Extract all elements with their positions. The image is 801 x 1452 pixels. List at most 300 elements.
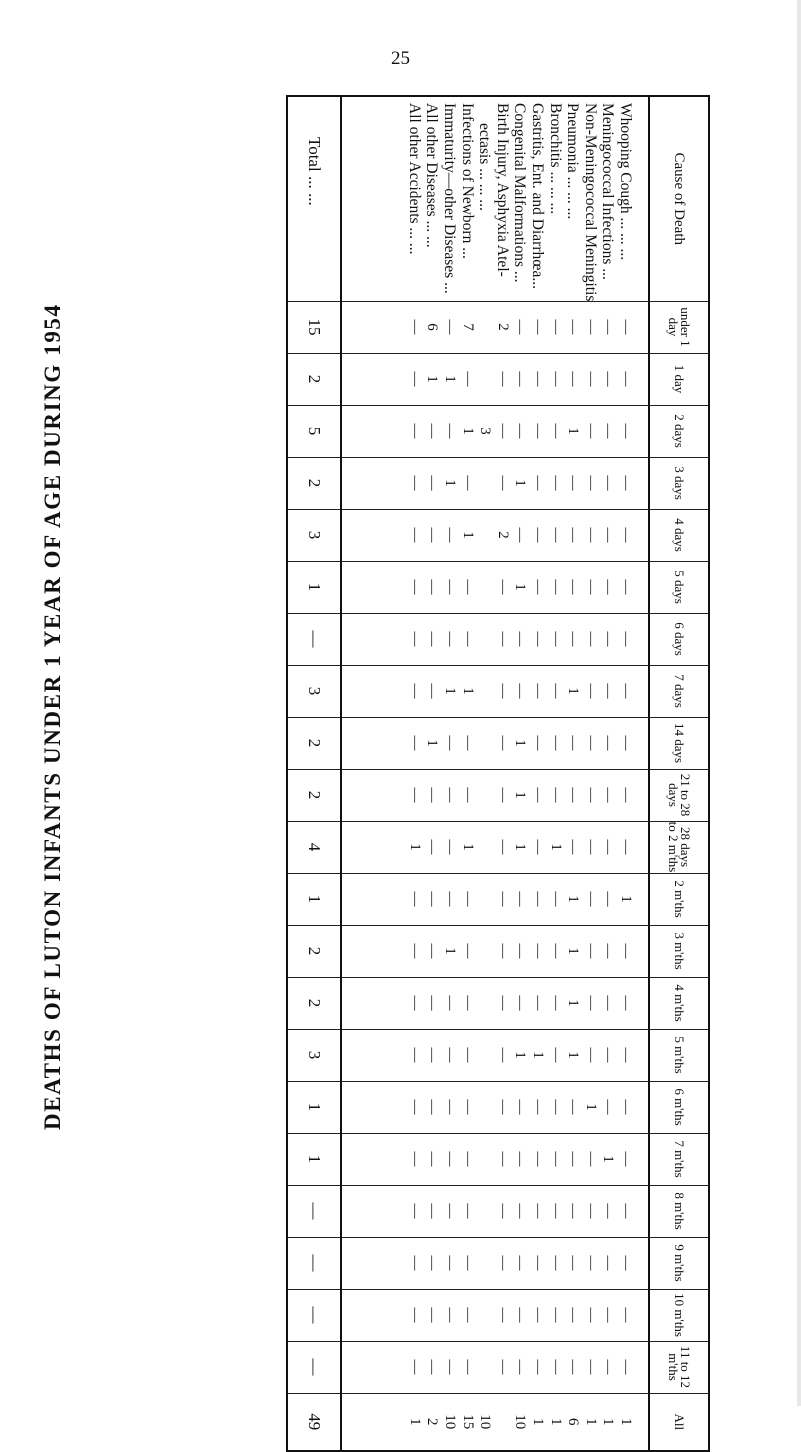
table-cell: — [494,1151,511,1167]
table-cell: — [530,371,547,387]
table-cell: — [459,787,476,803]
column-header-m8: 8 m'ths [649,1185,709,1237]
table-cell: — [582,319,599,335]
table-cell: 1 [565,895,582,903]
total-cell: 4 [287,821,341,873]
column-header-u1d: under 1 day [649,301,709,353]
table-cell: — [565,1307,582,1323]
column-header-d14: 14 days [649,717,709,769]
table-body-row [341,96,649,1451]
table-cell: 1 [618,1418,634,1426]
column-values-m4 [341,977,649,1029]
table-cell: — [582,1255,599,1271]
total-cell: 3 [287,665,341,717]
table-cell: — [582,839,599,855]
column-values-d14 [341,717,649,769]
table-cell: — [600,1359,617,1375]
table-cell: — [406,891,423,907]
column-header-m11: 11 to 12 m'ths [649,1341,709,1393]
table-cell: — [494,683,511,699]
table-cell: — [600,839,617,855]
table-cell: — [565,475,582,491]
table-cell: — [494,1255,511,1271]
column-values-m8 [341,1185,649,1237]
column-header-d4: 4 days [649,509,709,561]
table-cell: — [406,475,423,491]
table-cell: — [406,683,423,699]
table-cell: — [459,1255,476,1271]
table-cell: — [582,1047,599,1063]
column-values-m5 [341,1029,649,1081]
table-cell: — [424,1307,441,1323]
table-cell: 1 [600,1418,617,1426]
table-cell: — [494,579,511,595]
table-cell: — [530,1099,547,1115]
table-cell: — [547,683,564,699]
table-cell: — [565,527,582,543]
table-cell: — [582,631,599,647]
table-cell: — [512,1099,529,1115]
table-cell: 10 [477,1414,494,1430]
column-values-d1 [341,353,649,405]
table-cell: — [618,1151,634,1167]
table-cell: 1 [442,375,459,383]
table-cell: — [442,1359,459,1375]
table-cell: 2 [424,1418,441,1426]
cause-label: Non-Meningococcal Meningitis [581,103,599,302]
table-cell: — [618,475,634,491]
table-cell: — [406,1307,423,1323]
table-cell: — [512,371,529,387]
column-header-d21: 21 to 28 days [649,769,709,821]
total-cell: 1 [287,1133,341,1185]
column-header-m10: 10 m'ths [649,1289,709,1341]
table-cell: — [547,631,564,647]
table-cell: — [547,1099,564,1115]
table-cell: 1 [565,999,582,1007]
table-cell: 10 [512,1414,529,1430]
table-cell: — [530,1255,547,1271]
table-cell: 1 [459,531,476,539]
table-cell: — [442,631,459,647]
table-cell: — [565,631,582,647]
table-cell: — [530,943,547,959]
table-cell: 1 [512,583,529,591]
table-cell: 1 [565,1051,582,1059]
table-cell [476,1342,494,1393]
table-cell: — [442,1255,459,1271]
table-cell: — [618,1099,634,1115]
table-cell: — [582,371,599,387]
table-cell: — [547,371,564,387]
table-cell: — [600,683,617,699]
table-cell: — [442,319,459,335]
table-cell: — [494,735,511,751]
table-cell [476,1082,494,1133]
table-cell: — [424,631,441,647]
cause-label: All other Diseases ... ... [423,103,441,248]
table-cell: — [406,579,423,595]
table-cell: 1 [582,1418,599,1426]
table-cell: 1 [424,375,441,383]
table-cell: — [424,943,441,959]
table-cell: — [618,787,634,803]
total-cell: 2 [287,457,341,509]
column-header-d5: 5 days [649,561,709,613]
table-cell [476,1134,494,1185]
total-cell: — [287,1185,341,1237]
table-cell: — [618,1359,634,1375]
table-cell: — [618,319,634,335]
column-values-d3 [341,457,649,509]
table-cell: — [406,1203,423,1219]
table-cell: — [618,735,634,751]
table-cell: — [494,1099,511,1115]
table-cell: — [600,475,617,491]
table-cell: — [530,527,547,543]
table-cell: 1 [547,843,564,851]
table-cell: — [618,943,634,959]
table-cell: — [600,995,617,1011]
cause-label: Infections of Newborn ... [458,103,476,259]
table-cell: — [512,631,529,647]
total-cell: 3 [287,509,341,561]
table-cell: — [600,1047,617,1063]
table-cell: — [406,1047,423,1063]
table-cell: — [442,527,459,543]
table-cell: — [512,1151,529,1167]
column-header-d3: 3 days [649,457,709,509]
table-cell: 1 [565,947,582,955]
table-cell: — [582,891,599,907]
table-cell: — [530,995,547,1011]
total-cell: — [287,1237,341,1289]
table-cell: — [530,1151,547,1167]
table-cell [476,978,494,1029]
table-cell: — [600,787,617,803]
total-cell: 2 [287,769,341,821]
cause-label: ectasis ... ... ... [476,123,494,211]
table-cell: — [459,1307,476,1323]
table-cell: — [459,1151,476,1167]
total-label: Total ... ... [287,96,341,301]
table-cell: — [618,579,634,595]
table-cell: — [582,475,599,491]
column-values-m7 [341,1133,649,1185]
table-cell: — [565,735,582,751]
column-header-m7: 7 m'ths [649,1133,709,1185]
table-cell: — [582,423,599,439]
table-cell: — [582,1151,599,1167]
table-cell: — [547,579,564,595]
table-cell: — [618,995,634,1011]
table-cell: — [442,579,459,595]
table-cell: — [512,319,529,335]
cause-label: Pneumonia ... ... ... [564,103,582,220]
table-cell [476,354,494,405]
table-cell: — [565,371,582,387]
table-cell: — [512,995,529,1011]
table-cell [476,458,494,509]
column-header-m2: 2 m'ths [649,873,709,925]
table-cell: — [424,1151,441,1167]
table-cell: — [406,371,423,387]
table-cell: — [600,1307,617,1323]
table-cell: — [494,891,511,907]
table-cell: 1 [582,1103,599,1111]
table-cell: — [530,319,547,335]
table-cell [493,1394,511,1451]
table-cell: — [494,1047,511,1063]
table-cell: — [530,839,547,855]
table-cell: — [459,475,476,491]
total-cell: 1 [287,561,341,613]
scan-edge [797,0,801,1406]
table-cell: — [565,1151,582,1167]
table-cell: 6 [424,323,441,331]
column-values-d28 [341,821,649,873]
table-cell: 1 [442,687,459,695]
table-cell: — [424,1255,441,1271]
table-cell: — [424,1047,441,1063]
table-cell: — [582,995,599,1011]
total-cell: 49 [287,1393,341,1451]
table-cell: — [442,1099,459,1115]
cause-label: All other Accidents ... ... [405,103,423,255]
table-cell: — [512,1255,529,1271]
table-cell: — [406,319,423,335]
table-cell [476,874,494,925]
table-cell: — [565,787,582,803]
table-cell: — [582,787,599,803]
table-cell: — [530,891,547,907]
total-cell: 2 [287,717,341,769]
table-cell: 1 [618,895,634,903]
column-header-m3: 3 m'ths [649,925,709,977]
table-cell: — [565,319,582,335]
table-cell: — [530,787,547,803]
column-header-d2: 2 days [649,405,709,457]
column-values-d6 [341,613,649,665]
table-cell: — [459,631,476,647]
table-cell: — [547,891,564,907]
table-cell: — [406,1359,423,1375]
table-cell: — [459,1203,476,1219]
table-cell: — [582,683,599,699]
table-cell: — [406,631,423,647]
table-cell: — [424,683,441,699]
table-cell: — [582,1359,599,1375]
table-cell [476,770,494,821]
table-cell: — [494,475,511,491]
table-cell: 1 [406,843,423,851]
table-cell: — [494,1203,511,1219]
table-cell: 1 [512,1051,529,1059]
table-cell: 1 [565,687,582,695]
cause-label: Meningococcal Infections ... [599,103,617,280]
table-cell: — [494,423,511,439]
table-cell [476,666,494,717]
total-cell: 3 [287,1029,341,1081]
table-cell: — [406,1151,423,1167]
table-cell: — [494,371,511,387]
table-cell: — [618,1047,634,1063]
column-values-d5 [341,561,649,613]
table-cell: — [547,995,564,1011]
table-cell: — [565,1255,582,1271]
table-cell: — [459,1099,476,1115]
table-cell: — [406,787,423,803]
table-cell [476,1186,494,1237]
table-cell: — [406,527,423,543]
table-cell: — [565,1359,582,1375]
table-cell: 1 [547,1418,564,1426]
cause-label: Gastritis, Ent. and Diarrhœa... [529,103,547,289]
table-cell: — [547,475,564,491]
table-cell: — [406,943,423,959]
table-cell: — [600,527,617,543]
table-cell: — [600,631,617,647]
table-cell: 1 [442,947,459,955]
table-cell: — [618,527,634,543]
total-cell: 2 [287,977,341,1029]
table-cell: — [565,1203,582,1219]
total-row [287,96,341,1451]
table-cell [476,510,494,561]
table-cell: — [582,1203,599,1219]
column-values-m6 [341,1081,649,1133]
table-cell: — [459,891,476,907]
total-cell: 15 [287,301,341,353]
cause-list [341,96,649,301]
infant-deaths-table [286,95,710,1452]
table-cell: — [512,423,529,439]
table-cell: — [582,579,599,595]
column-header-m4: 4 m'ths [649,977,709,1029]
table-cell: — [459,943,476,959]
table-cell: — [442,1203,459,1219]
table-cell: — [600,423,617,439]
table-cell: — [530,683,547,699]
rotated-table-wrapper [295,95,710,1431]
table-cell: 3 [477,427,494,435]
table-cell: — [565,839,582,855]
table-cell: — [530,579,547,595]
table-cell: — [618,423,634,439]
table-cell: — [512,1203,529,1219]
table-cell: — [618,683,634,699]
table-cell: — [582,1307,599,1323]
table-cell: — [547,1151,564,1167]
table-cell: 1 [459,843,476,851]
column-values-m2 [341,873,649,925]
table-cell: — [424,423,441,439]
table-cell: — [530,1359,547,1375]
table-cell: — [424,579,441,595]
table-cell: — [442,995,459,1011]
column-header-m9: 9 m'ths [649,1237,709,1289]
total-cell: 5 [287,405,341,457]
table-cell: — [600,1099,617,1115]
table-cell [476,1030,494,1081]
cause-label: Birth Injury, Asphyxia Atel- [493,103,511,277]
table-cell: — [530,475,547,491]
column-values-m11 [341,1341,649,1393]
table-cell: — [459,1359,476,1375]
column-values-u1d [341,301,649,353]
table-cell: — [600,891,617,907]
table-cell: — [424,839,441,855]
table-cell: — [582,943,599,959]
table-cell: — [442,1307,459,1323]
table-cell: 1 [512,479,529,487]
table-cell [476,1238,494,1289]
table-cell [476,302,494,353]
table-cell: — [530,1307,547,1323]
table-cell: — [494,1307,511,1323]
table-cell: 7 [459,323,476,331]
table-cell: — [530,1203,547,1219]
table-cell: — [442,735,459,751]
table-cell: — [424,995,441,1011]
column-values-d7 [341,665,649,717]
table-cell: 1 [459,687,476,695]
table-cell: — [512,683,529,699]
column-header-m6: 6 m'ths [649,1081,709,1133]
table-cell: — [618,1255,634,1271]
table-cell: — [600,371,617,387]
column-header-d6: 6 days [649,613,709,665]
total-cell: 2 [287,925,341,977]
table-cell: 1 [512,791,529,799]
table-cell [476,718,494,769]
table-cell: — [547,1359,564,1375]
table-cell: 1 [530,1418,547,1426]
table-cell: — [530,423,547,439]
table-cell: — [424,787,441,803]
page-number: 25 [391,48,410,69]
total-cell: — [287,1289,341,1341]
column-header-cause: Cause of Death [649,96,709,301]
table-cell: 1 [600,1155,617,1163]
table-cell: — [618,631,634,647]
table-cell: — [600,319,617,335]
table-cell: — [442,787,459,803]
table-cell: — [442,423,459,439]
table-cell: — [512,891,529,907]
table-cell: — [494,787,511,803]
table-cell: 1 [512,739,529,747]
cause-label: Immaturity—other Diseases ... [441,103,459,294]
column-values-m9 [341,1237,649,1289]
table-cell: — [547,943,564,959]
table-cell: 1 [512,843,529,851]
table-cell [476,822,494,873]
table-cell: — [547,1047,564,1063]
table-cell: — [547,1255,564,1271]
table-cell: — [406,735,423,751]
table-cell: — [618,1203,634,1219]
total-cell: 1 [287,1081,341,1133]
table-cell: — [494,995,511,1011]
table-cell: — [582,735,599,751]
table-cell: — [494,839,511,855]
table-cell: — [547,1203,564,1219]
table-cell: — [530,735,547,751]
column-values-m10 [341,1289,649,1341]
table-cell: 1 [565,427,582,435]
table-cell: — [424,1203,441,1219]
